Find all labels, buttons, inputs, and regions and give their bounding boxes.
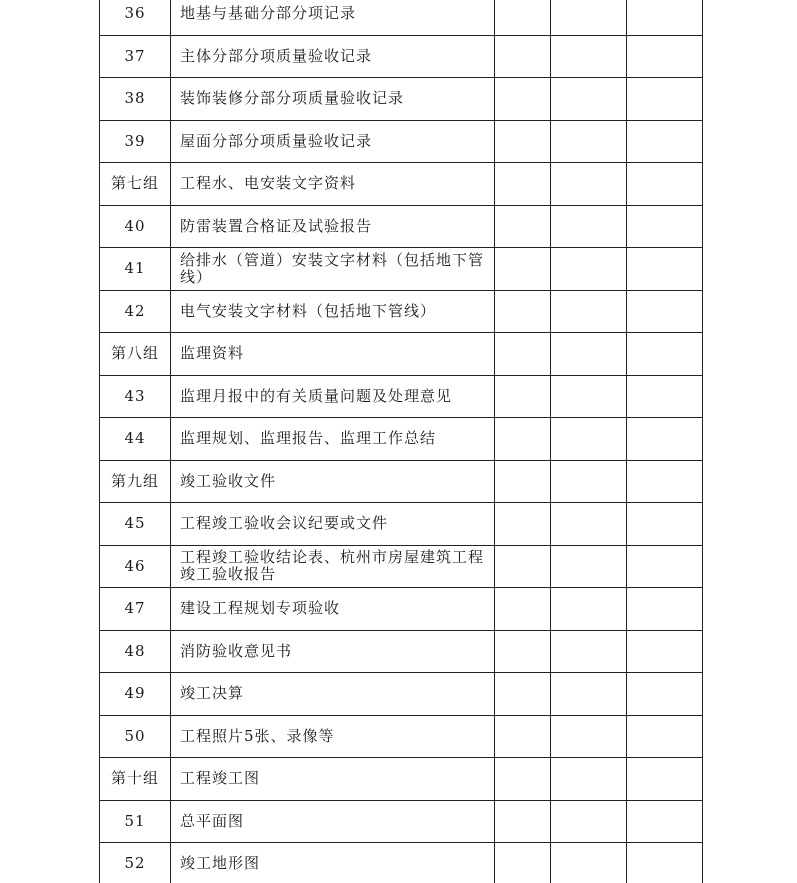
row-number: 45: [100, 503, 171, 546]
row-title: 屋面分部分项质量验收记录: [171, 120, 495, 163]
empty-cell: [551, 545, 627, 588]
empty-cell: [495, 290, 551, 333]
row-title: 竣工决算: [171, 673, 495, 716]
row-number: 44: [100, 418, 171, 461]
empty-cell: [495, 120, 551, 163]
row-title: 建设工程规划专项验收: [171, 588, 495, 631]
row-title: 装饰装修分部分项质量验收记录: [171, 78, 495, 121]
empty-cell: [551, 800, 627, 843]
table-row: [100, 715, 703, 758]
empty-cell: [627, 758, 703, 801]
empty-cell: [551, 503, 627, 546]
group-header-row: [100, 333, 703, 376]
empty-cell: [627, 333, 703, 376]
row-number: 46: [100, 545, 171, 588]
empty-cell: [495, 503, 551, 546]
row-title: 工程竣工验收会议纪要或文件: [171, 503, 495, 546]
empty-cell: [627, 800, 703, 843]
empty-cell: [551, 460, 627, 503]
group-header-row: [100, 163, 703, 206]
table-row: [100, 205, 703, 248]
row-title: 消防验收意见书: [171, 630, 495, 673]
empty-cell: [495, 673, 551, 716]
row-title: 竣工地形图: [171, 843, 495, 883]
row-title: 工程竣工验收结论表、杭州市房屋建筑工程竣工验收报告: [171, 545, 495, 588]
empty-cell: [495, 758, 551, 801]
empty-cell: [551, 843, 627, 883]
empty-cell: [627, 418, 703, 461]
empty-cell: [627, 588, 703, 631]
empty-cell: [627, 460, 703, 503]
empty-cell: [495, 843, 551, 883]
row-title: 主体分部分项质量验收记录: [171, 35, 495, 78]
table-row: [100, 375, 703, 418]
empty-cell: [627, 78, 703, 121]
row-title: 给排水（管道）安装文字材料（包括地下管线）: [171, 248, 495, 291]
empty-cell: [495, 333, 551, 376]
empty-cell: [551, 0, 627, 35]
table-row: [100, 418, 703, 461]
row-number: 42: [100, 290, 171, 333]
table-row: [100, 35, 703, 78]
table-row: [100, 78, 703, 121]
table-row: [100, 248, 703, 291]
empty-cell: [627, 248, 703, 291]
empty-cell: [627, 503, 703, 546]
empty-cell: [495, 800, 551, 843]
empty-cell: [551, 375, 627, 418]
group-label: 第七组: [100, 163, 171, 206]
empty-cell: [495, 418, 551, 461]
empty-cell: [495, 163, 551, 206]
row-number: 41: [100, 248, 171, 291]
empty-cell: [551, 418, 627, 461]
row-number: 50: [100, 715, 171, 758]
empty-cell: [495, 78, 551, 121]
empty-cell: [627, 715, 703, 758]
row-title: 地基与基础分部分项记录: [171, 0, 495, 35]
table-row: [100, 843, 703, 883]
empty-cell: [551, 248, 627, 291]
empty-cell: [551, 163, 627, 206]
row-number: 48: [100, 630, 171, 673]
table-row: [100, 503, 703, 546]
row-number: 49: [100, 673, 171, 716]
empty-cell: [551, 333, 627, 376]
table-row: [100, 290, 703, 333]
empty-cell: [627, 843, 703, 883]
empty-cell: [495, 205, 551, 248]
row-title: 电气安装文字材料（包括地下管线）: [171, 290, 495, 333]
row-number: 40: [100, 205, 171, 248]
empty-cell: [551, 35, 627, 78]
group-header-row: [100, 460, 703, 503]
empty-cell: [551, 78, 627, 121]
empty-cell: [551, 673, 627, 716]
archive-checklist-table: [99, 0, 703, 883]
group-header-row: [100, 758, 703, 801]
group-title: 监理资料: [171, 333, 495, 376]
empty-cell: [495, 588, 551, 631]
row-number: 36: [100, 0, 171, 35]
empty-cell: [551, 630, 627, 673]
row-number: 38: [100, 78, 171, 121]
empty-cell: [551, 758, 627, 801]
row-number: 52: [100, 843, 171, 883]
empty-cell: [551, 715, 627, 758]
table-row: [100, 588, 703, 631]
row-title: 总平面图: [171, 800, 495, 843]
empty-cell: [495, 375, 551, 418]
empty-cell: [495, 545, 551, 588]
row-number: 51: [100, 800, 171, 843]
empty-cell: [627, 673, 703, 716]
table-row: [100, 120, 703, 163]
empty-cell: [627, 375, 703, 418]
group-label: 第九组: [100, 460, 171, 503]
empty-cell: [627, 290, 703, 333]
empty-cell: [627, 0, 703, 35]
row-title: 防雷装置合格证及试验报告: [171, 205, 495, 248]
group-title: 工程水、电安装文字资料: [171, 163, 495, 206]
group-label: 第十组: [100, 758, 171, 801]
group-title: 竣工验收文件: [171, 460, 495, 503]
empty-cell: [627, 163, 703, 206]
row-number: 39: [100, 120, 171, 163]
row-title: 监理月报中的有关质量问题及处理意见: [171, 375, 495, 418]
empty-cell: [551, 290, 627, 333]
empty-cell: [551, 120, 627, 163]
empty-cell: [495, 630, 551, 673]
empty-cell: [627, 205, 703, 248]
row-title: 监理规划、监理报告、监理工作总结: [171, 418, 495, 461]
empty-cell: [551, 205, 627, 248]
row-number: 37: [100, 35, 171, 78]
empty-cell: [627, 35, 703, 78]
group-title: 工程竣工图: [171, 758, 495, 801]
empty-cell: [495, 715, 551, 758]
empty-cell: [495, 0, 551, 35]
row-number: 43: [100, 375, 171, 418]
row-title: 工程照片5张、录像等: [171, 715, 495, 758]
table-row: [100, 800, 703, 843]
table-row: [100, 673, 703, 716]
empty-cell: [495, 460, 551, 503]
table-row: [100, 630, 703, 673]
empty-cell: [627, 630, 703, 673]
table-row: [100, 0, 703, 35]
empty-cell: [495, 248, 551, 291]
empty-cell: [551, 588, 627, 631]
empty-cell: [627, 120, 703, 163]
table-row: [100, 545, 703, 588]
group-label: 第八组: [100, 333, 171, 376]
empty-cell: [495, 35, 551, 78]
row-number: 47: [100, 588, 171, 631]
empty-cell: [627, 545, 703, 588]
